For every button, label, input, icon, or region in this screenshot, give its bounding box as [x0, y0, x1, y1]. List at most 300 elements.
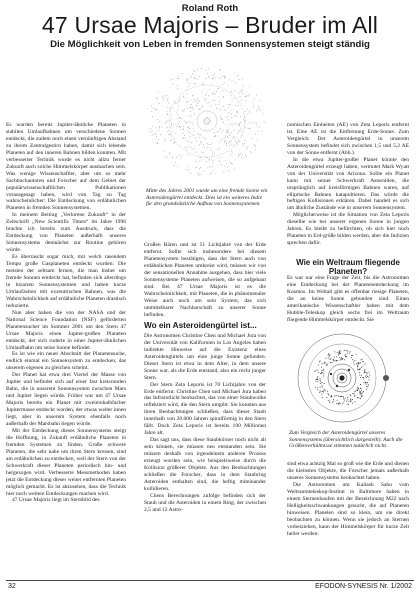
dust-particle — [178, 118, 179, 119]
asteroid-dot — [353, 393, 354, 394]
dust-particle — [240, 116, 241, 117]
asteroid-dot — [328, 353, 329, 354]
dust-particle — [190, 171, 191, 172]
asteroid-dot — [334, 396, 335, 397]
dust-particle — [224, 78, 225, 79]
asteroid-dot — [346, 401, 347, 402]
dust-particle — [247, 146, 248, 147]
asteroid-dot — [357, 366, 358, 367]
dust-particle — [187, 101, 188, 102]
asteroid-dot — [317, 376, 318, 377]
asteroid-dot — [323, 375, 324, 376]
asteroid-dot — [347, 404, 348, 405]
paragraph: Nun aber haben die von der NASA und der National Science Foundation (NSF) geförderten Planetensucher im Sommer 2001 um den Stern 47 Ursae Majoris einen Jupiter-großen Planeten entdeckt, der sich ruderte in einer Jupiter-ähnlichen Umlaufbahn um seine Sonne befindet. — [6, 309, 126, 351]
dust-particle — [219, 148, 220, 149]
dust-particle — [191, 76, 192, 77]
dust-particle — [222, 76, 223, 77]
dust-particle — [165, 123, 166, 124]
dust-particle — [234, 168, 235, 169]
footer-rule — [6, 580, 414, 581]
dust-particle — [255, 133, 256, 134]
asteroid-dot — [320, 391, 321, 392]
dust-particle — [194, 148, 195, 149]
dust-particle — [183, 126, 184, 127]
asteroid-dot — [354, 396, 355, 397]
dust-particle — [177, 114, 178, 115]
dust-particle — [253, 122, 254, 123]
dust-particle — [167, 95, 168, 96]
asteroid-dot — [364, 372, 365, 373]
dust-particle — [254, 144, 255, 145]
dust-particle — [181, 118, 182, 119]
asteroid-dot — [326, 365, 327, 366]
asteroid-dot — [361, 367, 362, 368]
dust-particle — [195, 100, 196, 101]
dust-particle — [223, 130, 224, 131]
asteroid-dot — [327, 364, 328, 365]
dust-particle — [185, 138, 186, 139]
asteroid-dot — [362, 361, 363, 362]
asteroid-dot — [345, 398, 346, 399]
dust-particle — [237, 144, 238, 145]
dust-particle — [177, 78, 178, 79]
dust-particle — [231, 114, 232, 115]
dust-particle — [177, 126, 178, 127]
dust-particle — [244, 143, 245, 144]
paragraph: Großen Bären und ist 51 Lichtjahre von der Erde entfernt. Sollte sich insbesondere bei diesem Planetensystem bestätigen, dass der Stern auch von erdähnlichen Planeten umkreist wird, müssen wir von der sensationellen Annahme ausgehen, dass hier viele Sonnensysteme Planeten aufweisen, die so aufgebaut sind. Bei 47 Ursae Majoris ist es die Wahrscheinlichkeit, mit Planeten, die in phänomenaler Weise auch noch um sein System, das sich unmittelbarer Nachbarschaft zu unserer Sonne befinden. — [144, 242, 266, 318]
dust-particle — [231, 163, 232, 164]
dust-particle — [255, 146, 256, 147]
asteroid-dot — [365, 372, 366, 373]
asteroid-dot — [325, 358, 326, 359]
dust-particle — [175, 133, 176, 134]
dust-particle — [211, 158, 212, 159]
dust-particle — [208, 159, 209, 160]
dust-particle — [237, 75, 238, 76]
dust-particle — [171, 115, 172, 116]
dust-particle — [196, 105, 197, 106]
asteroid-dot — [352, 355, 353, 356]
dust-particle — [240, 91, 241, 92]
dust-particle — [226, 130, 227, 131]
asteroid-dot — [321, 372, 322, 373]
dust-particle — [191, 104, 192, 105]
dust-particle — [235, 137, 236, 138]
dust-particle — [175, 103, 176, 104]
dust-particle — [176, 157, 177, 158]
dust-particle — [211, 84, 212, 85]
column-1 — [6, 122, 126, 577]
asteroid-dot — [359, 375, 360, 376]
dust-particle — [158, 92, 159, 93]
dust-particle — [238, 92, 239, 93]
dust-particle — [192, 95, 193, 96]
asteroid-dot — [349, 353, 350, 354]
dust-particle — [224, 140, 225, 141]
asteroid-dot — [361, 393, 362, 394]
asteroid-dot — [360, 377, 361, 378]
asteroid-dot — [324, 363, 325, 364]
asteroid-dot — [356, 354, 357, 355]
dust-particle — [224, 82, 225, 83]
asteroid-dot — [330, 358, 331, 359]
dust-particle — [229, 112, 230, 113]
asteroid-dot — [320, 380, 321, 381]
dust-particle — [219, 130, 220, 131]
dust-particle — [189, 132, 190, 133]
dust-particle — [219, 157, 220, 158]
dust-particle — [230, 124, 231, 125]
dust-particle — [192, 122, 193, 123]
dust-particle — [204, 100, 205, 101]
dust-particle — [235, 105, 236, 106]
dust-particle — [247, 114, 248, 115]
dust-particle — [225, 137, 226, 138]
dust-particle — [200, 161, 201, 162]
asteroid-dot — [340, 396, 341, 397]
dust-particle — [172, 79, 173, 80]
dust-particle — [240, 128, 241, 129]
dust-particle — [198, 100, 199, 101]
dust-particle — [179, 155, 180, 156]
dust-particle — [196, 161, 197, 162]
dust-particle — [167, 126, 168, 127]
dust-particle — [180, 117, 181, 118]
dust-particle — [263, 113, 264, 114]
dust-particle — [231, 151, 232, 152]
asteroid-dot — [322, 397, 323, 398]
dust-particle — [211, 142, 212, 143]
dust-particle — [227, 116, 228, 117]
dust-particle — [224, 142, 225, 143]
dust-particle — [205, 138, 206, 139]
dust-particle — [213, 75, 214, 76]
dust-particle — [218, 104, 219, 105]
dust-particle — [163, 97, 164, 98]
dust-particle — [198, 173, 199, 174]
dust-particle — [186, 102, 187, 103]
asteroid-dot — [347, 399, 348, 400]
asteroid-dot — [337, 400, 338, 401]
dust-particle — [257, 126, 258, 127]
dust-particle — [186, 169, 187, 170]
dust-particle — [252, 102, 253, 103]
asteroid-dot — [324, 389, 325, 390]
dust-particle — [216, 108, 217, 109]
dust-particle — [187, 146, 188, 147]
dust-particle — [229, 79, 230, 80]
asteroid-dot — [352, 403, 353, 404]
dust-particle — [250, 112, 251, 113]
asteroid-dot — [340, 403, 341, 404]
dust-particle — [199, 157, 200, 158]
asteroid-dot — [329, 359, 330, 360]
dust-particle — [204, 98, 205, 99]
dust-particle — [243, 145, 244, 146]
asteroid-dot — [344, 359, 345, 360]
dust-particle — [203, 171, 204, 172]
dust-particle — [232, 123, 233, 124]
dust-particle — [234, 98, 235, 99]
dust-particle — [187, 127, 188, 128]
asteroid-dot — [317, 387, 318, 388]
dust-particle — [233, 136, 234, 137]
dust-particle — [235, 83, 236, 84]
dust-particle — [196, 100, 197, 101]
dust-particle — [192, 149, 193, 150]
dust-particle — [229, 135, 230, 136]
dust-particle — [207, 102, 208, 103]
asteroid-dot — [323, 373, 324, 374]
dust-particle — [238, 130, 239, 131]
asteroid-dot — [343, 399, 344, 400]
dust-particle — [193, 99, 194, 100]
dust-particle — [217, 131, 218, 132]
dust-particle — [207, 157, 208, 158]
dust-particle — [256, 123, 257, 124]
dust-particle — [194, 78, 195, 79]
dust-particle — [212, 99, 213, 100]
dust-particle — [252, 138, 253, 139]
dust-particle — [223, 90, 224, 91]
dust-particle — [199, 101, 200, 102]
asteroid-dot — [331, 396, 332, 397]
dust-particle — [249, 94, 250, 95]
asteroid-dot — [359, 391, 360, 392]
dust-particle — [158, 139, 159, 140]
dust-particle — [228, 138, 229, 139]
dust-particle — [221, 139, 222, 140]
dust-particle — [223, 106, 224, 107]
column-3-section-text — [287, 275, 409, 323]
dust-particle — [153, 134, 154, 135]
dust-particle — [167, 131, 168, 132]
asteroid-dot — [342, 358, 343, 359]
asteroid-dot — [322, 363, 323, 364]
asteroid-dot — [360, 398, 361, 399]
asteroid-dot — [351, 401, 352, 402]
dust-particle — [225, 75, 226, 76]
paragraph: Der Stern Zeta Leporis ist 70 Lichtjahre von der Erde entfernt. Christine Chen und Michael Jura haben das Infrarotlicht beobachtet, das von einer Staubwolke reflektiert wird, die den Stern umgibt. Sie konnten aus ihren Beobachtungen schließen, dass dieser Staub innerhalb von 20.000 Jahren spiralförmig in den Stern fällt. Doch Zeta Leporis ist bereits 100 Millionen Jahre alt. — [144, 381, 266, 437]
dust-particle — [234, 115, 235, 116]
journal-name: EFODON-SYNESIS Nr. 1/2002 — [315, 583, 412, 590]
asteroid-dot — [350, 395, 351, 396]
dust-particle — [189, 116, 190, 117]
asteroid-dot — [362, 392, 363, 393]
asteroid-dot — [366, 384, 367, 385]
asteroid-dot — [367, 373, 368, 374]
asteroid-dot — [339, 350, 340, 351]
dust-particle — [214, 100, 215, 101]
dust-particle — [228, 85, 229, 86]
dust-particle — [151, 111, 152, 112]
dust-particle — [206, 78, 207, 79]
asteroid-dot — [367, 382, 368, 383]
asteroid-dot — [339, 352, 340, 353]
dust-particle — [214, 153, 215, 154]
asteroid-dot — [315, 370, 316, 371]
dust-particle — [197, 69, 198, 70]
asteroid-dot — [358, 389, 359, 390]
dust-particle — [241, 131, 242, 132]
asteroid-dot — [348, 401, 349, 402]
dust-particle — [162, 127, 163, 128]
dust-particle — [237, 112, 238, 113]
dust-particle — [193, 70, 194, 71]
asteroid-dot — [329, 356, 330, 357]
dust-particle — [228, 104, 229, 105]
asteroid-dot — [345, 350, 346, 351]
dust-particle — [168, 103, 169, 104]
asteroid-dot — [328, 400, 329, 401]
asteroid-dot — [359, 392, 360, 393]
section-heading: Wie ein Weltraum fliegende Planeten? — [296, 258, 400, 276]
dust-particle — [192, 73, 193, 74]
asteroid-dot — [319, 361, 320, 362]
dust-particle — [228, 130, 229, 131]
dust-particle — [225, 110, 226, 111]
asteroid-dot — [365, 376, 366, 377]
asteroid-dot — [360, 368, 361, 369]
dust-particle — [227, 136, 228, 137]
dust-particle — [196, 141, 197, 142]
dust-particle — [220, 128, 221, 129]
dust-particle — [182, 110, 183, 111]
asteroid-dot — [350, 351, 351, 352]
asteroid-dot — [322, 387, 323, 388]
asteroid-dot — [331, 395, 332, 396]
dust-particle — [196, 152, 197, 153]
dust-particle — [225, 160, 226, 161]
asteroid-dot — [322, 391, 323, 392]
dust-particle — [188, 86, 189, 87]
dust-particle — [221, 132, 222, 133]
asteroid-dot — [328, 354, 329, 355]
asteroid-dot — [354, 395, 355, 396]
dust-particle — [188, 121, 189, 122]
dust-particle — [226, 145, 227, 146]
dust-particle — [201, 174, 202, 175]
asteroid-dot — [317, 381, 318, 382]
asteroid-dot — [354, 360, 355, 361]
dust-particle — [201, 106, 202, 107]
dust-particle — [213, 169, 214, 170]
asteroid-dot — [352, 399, 353, 400]
asteroid-dot — [341, 358, 342, 359]
asteroid-dot — [347, 353, 348, 354]
dust-particle — [179, 98, 180, 99]
dust-particle — [188, 141, 189, 142]
dust-particle — [176, 103, 177, 104]
dust-particle — [211, 106, 212, 107]
dust-particle — [215, 77, 216, 78]
dust-particle — [198, 109, 199, 110]
dust-particle — [165, 156, 166, 157]
dust-particle — [214, 173, 215, 174]
dust-particle — [204, 147, 205, 148]
dust-particle — [249, 86, 250, 87]
asteroid-dot — [354, 364, 355, 365]
asteroid-dot — [356, 363, 357, 364]
dust-particle — [206, 161, 207, 162]
dust-particle — [194, 131, 195, 132]
dust-particle — [246, 156, 247, 157]
dust-particle — [171, 107, 172, 108]
dust-particle — [260, 110, 261, 111]
dust-particle — [227, 131, 228, 132]
dust-particle — [174, 165, 175, 166]
dust-particle — [213, 78, 214, 79]
dust-particle — [212, 162, 213, 163]
asteroid-dot — [357, 390, 358, 391]
asteroid-dot — [336, 360, 337, 361]
dust-particle — [232, 153, 233, 154]
dust-particle — [170, 135, 171, 136]
dust-particle — [193, 124, 194, 125]
dust-particle — [208, 144, 209, 145]
asteroid-dot — [360, 388, 361, 389]
dust-particle — [167, 121, 168, 122]
dust-particle — [207, 143, 208, 144]
dust-particle — [245, 155, 246, 156]
dust-particle — [180, 129, 181, 130]
asteroid-dot — [347, 350, 348, 351]
dust-particle — [238, 156, 239, 157]
dust-particle — [194, 71, 195, 72]
dust-particle — [201, 152, 202, 153]
dust-particle — [197, 133, 198, 134]
dust-particle — [155, 134, 156, 135]
asteroid-dot — [321, 373, 322, 374]
dust-particle — [163, 99, 164, 100]
dust-particle — [209, 159, 210, 160]
dust-particle — [219, 102, 220, 103]
dust-particle — [212, 155, 213, 156]
dust-particle — [185, 147, 186, 148]
asteroid-dot — [321, 370, 322, 371]
dust-particle — [234, 90, 235, 91]
dust-particle — [231, 144, 232, 145]
asteroid-dot — [350, 399, 351, 400]
dust-particle — [156, 109, 157, 110]
dust-particle — [171, 118, 172, 119]
dust-particle — [238, 105, 239, 106]
dust-particle — [238, 124, 239, 125]
asteroid-dot — [347, 397, 348, 398]
dust-particle — [257, 139, 258, 140]
dust-particle — [188, 78, 189, 79]
asteroid-dot — [327, 393, 328, 394]
asteroid-dot — [358, 364, 359, 365]
dust-particle — [182, 73, 183, 74]
dust-particle — [187, 149, 188, 150]
dust-particle — [231, 132, 232, 133]
asteroid-dot — [319, 392, 320, 393]
asteroid-dot — [323, 370, 324, 371]
dust-particle — [230, 162, 231, 163]
asteroid-dot — [317, 389, 318, 390]
dust-particle — [188, 169, 189, 170]
dust-particle — [214, 136, 215, 137]
dust-particle — [157, 98, 158, 99]
dust-particle — [235, 141, 236, 142]
dust-particle — [159, 103, 160, 104]
dust-particle — [169, 108, 170, 109]
asteroid-dot — [332, 402, 333, 403]
column-2 — [144, 242, 266, 577]
asteroid-dot — [338, 404, 339, 405]
dust-particle — [180, 127, 181, 128]
